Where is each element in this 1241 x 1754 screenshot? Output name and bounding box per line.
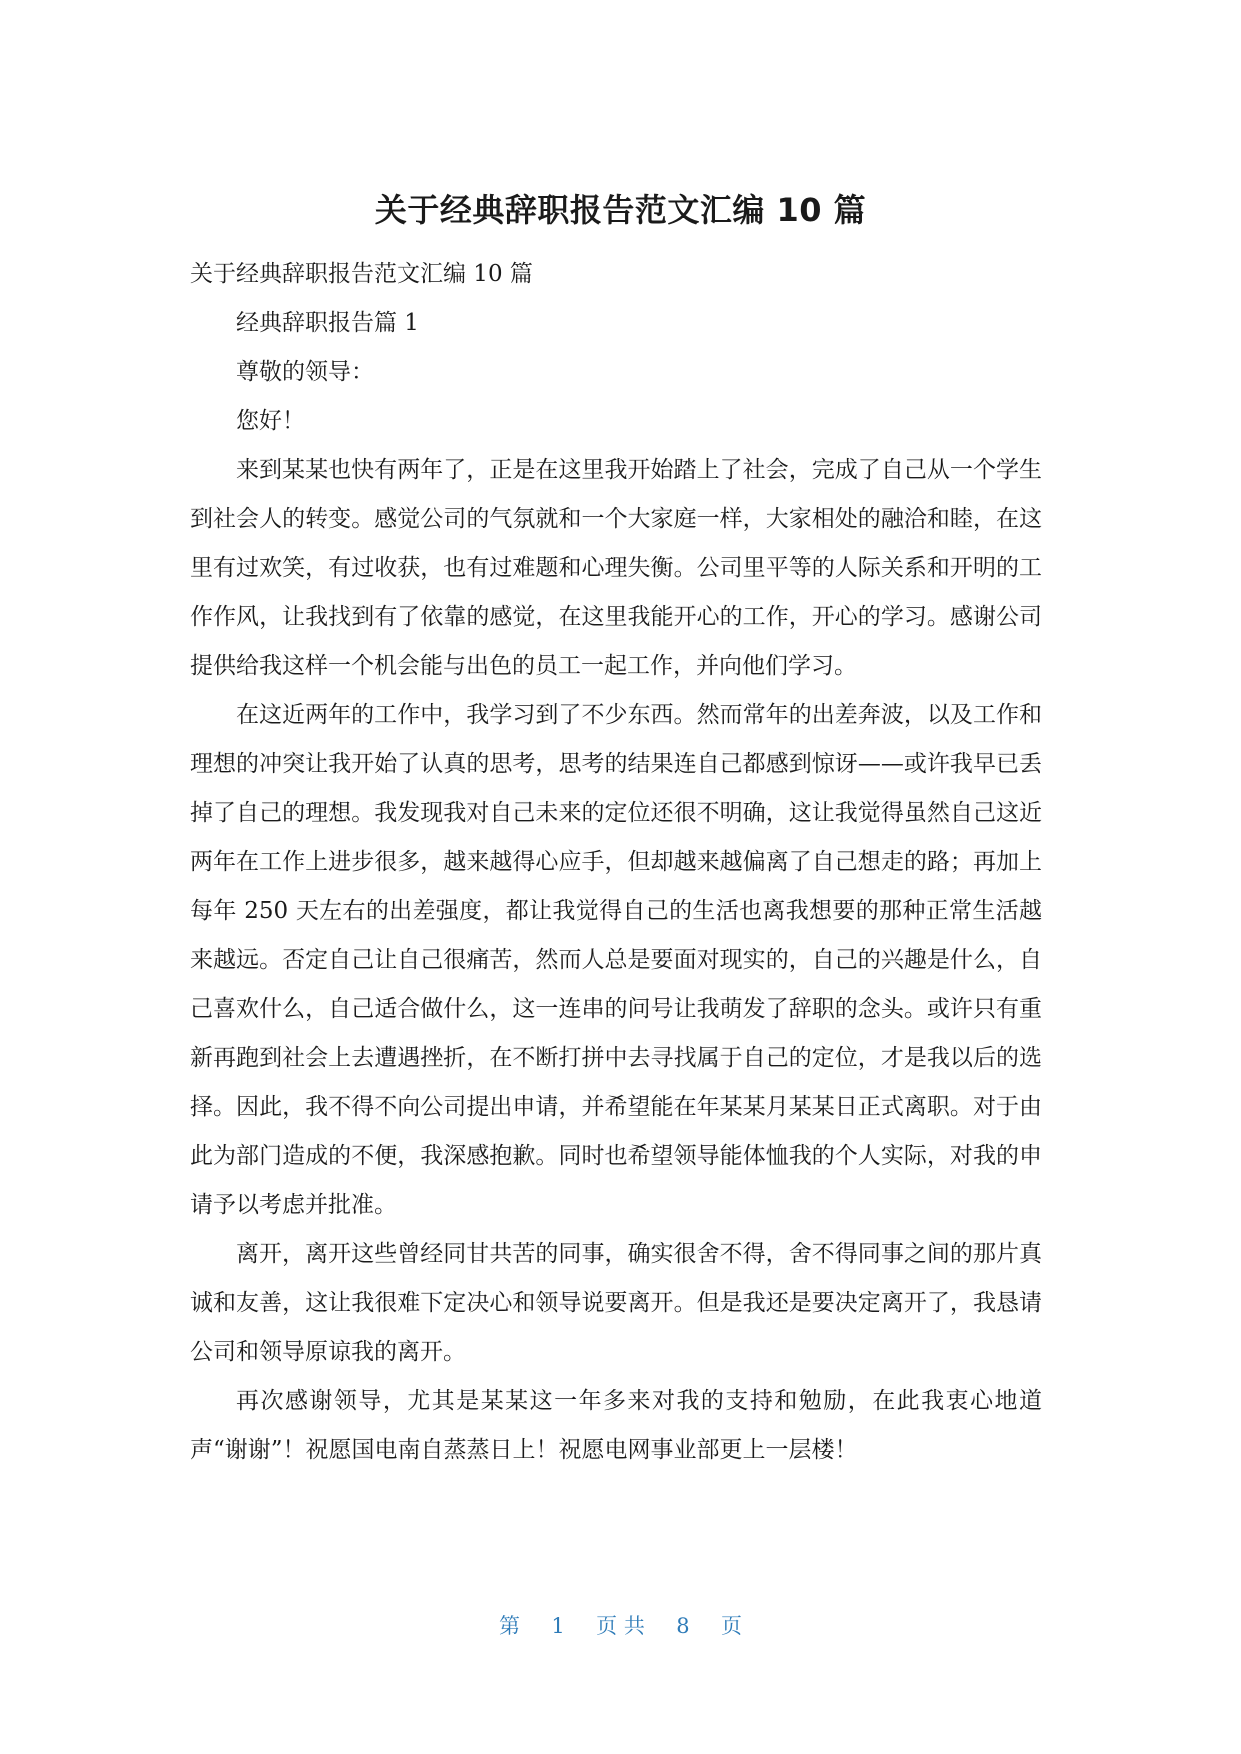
current-page-number: 1 <box>551 1614 565 1638</box>
body-paragraph: 再次感谢领导，尤其是某某这一年多来对我的支持和勉励，在此我衷心地道声“谢谢”！祝愿国电南自蒸蒸日上！祝愿电网事业部更上一层楼！ <box>190 1388 1042 1463</box>
page-label-prefix: 第 <box>499 1614 521 1638</box>
page-label-suffix: 页 <box>720 1614 742 1638</box>
document-subtitle: 关于经典辞职报告范文汇编 10 篇 <box>190 261 533 287</box>
page-label-mid: 页 共 <box>596 1614 645 1638</box>
document-body <box>190 250 1042 1475</box>
body-paragraph: 离开，离开这些曾经同甘共苦的同事，确实很舍不得，舍不得同事之间的那片真诚和友善，这让我很难下定决心和领导说要离开。但是我还是要决定离开了，我恳请公司和领导原谅我的离开。 <box>190 1241 1042 1365</box>
document-title: 关于经典辞职报告范文汇编 10 篇 <box>374 191 867 229</box>
total-pages-number: 8 <box>676 1614 690 1638</box>
section-heading: 经典辞职报告篇 1 <box>236 310 419 336</box>
body-paragraph: 在这近两年的工作中，我学习到了不少东西。然而常年的出差奔波，以及工作和理想的冲突让我开始了认真的思考，思考的结果连自己都感到惊讶——或许我早已丢掉了自己的理想。我发现我对自己未来的定位还很不明确，这让我觉得虽然自己这近两年在工作上进步很多，越来越得心应手，但却越来越偏离了自己想走的路；再加上每年 250 天左右的出差强度，都让我觉得自己的生活也离我想要的那种正常生活越来越远。否定自己让自己很痛苦，然而人总是要面对现实的，自己的兴趣是什么，自己喜欢什么，自己适合做什么，这一连串的问号让我萌发了辞职的念头。或许只有重新再跑到社会上去遭遇挫折，在不断打拼中去寻找属于自己的定位，才是我以后的选择。因此，我不得不向公司提出申请，并希望能在年某某月某某日正式离职。对于由此为部门造成的不便，我深感抱歉。同时也希望领导能体恤我的个人实际，对我的申请予以考虑并批准。 <box>190 702 1042 1218</box>
salutation: 尊敬的领导： <box>236 359 374 385</box>
body-paragraph: 来到某某也快有两年了，正是在这里我开始踏上了社会，完成了自己从一个学生到社会人的转变。感觉公司的气氛就和一个大家庭一样，大家相处的融洽和睦，在这里有过欢笑，有过收获，也有过难题和心理失衡。公司里平等的人际关系和开明的工作作风，让我找到有了依靠的感觉，在这里我能开心的工作，开心的学习。感谢公司提供给我这样一个机会能与出色的员工一起工作，并向他们学习。 <box>190 457 1042 679</box>
page-footer <box>0 1610 1241 1640</box>
greeting: 您好！ <box>236 408 305 434</box>
